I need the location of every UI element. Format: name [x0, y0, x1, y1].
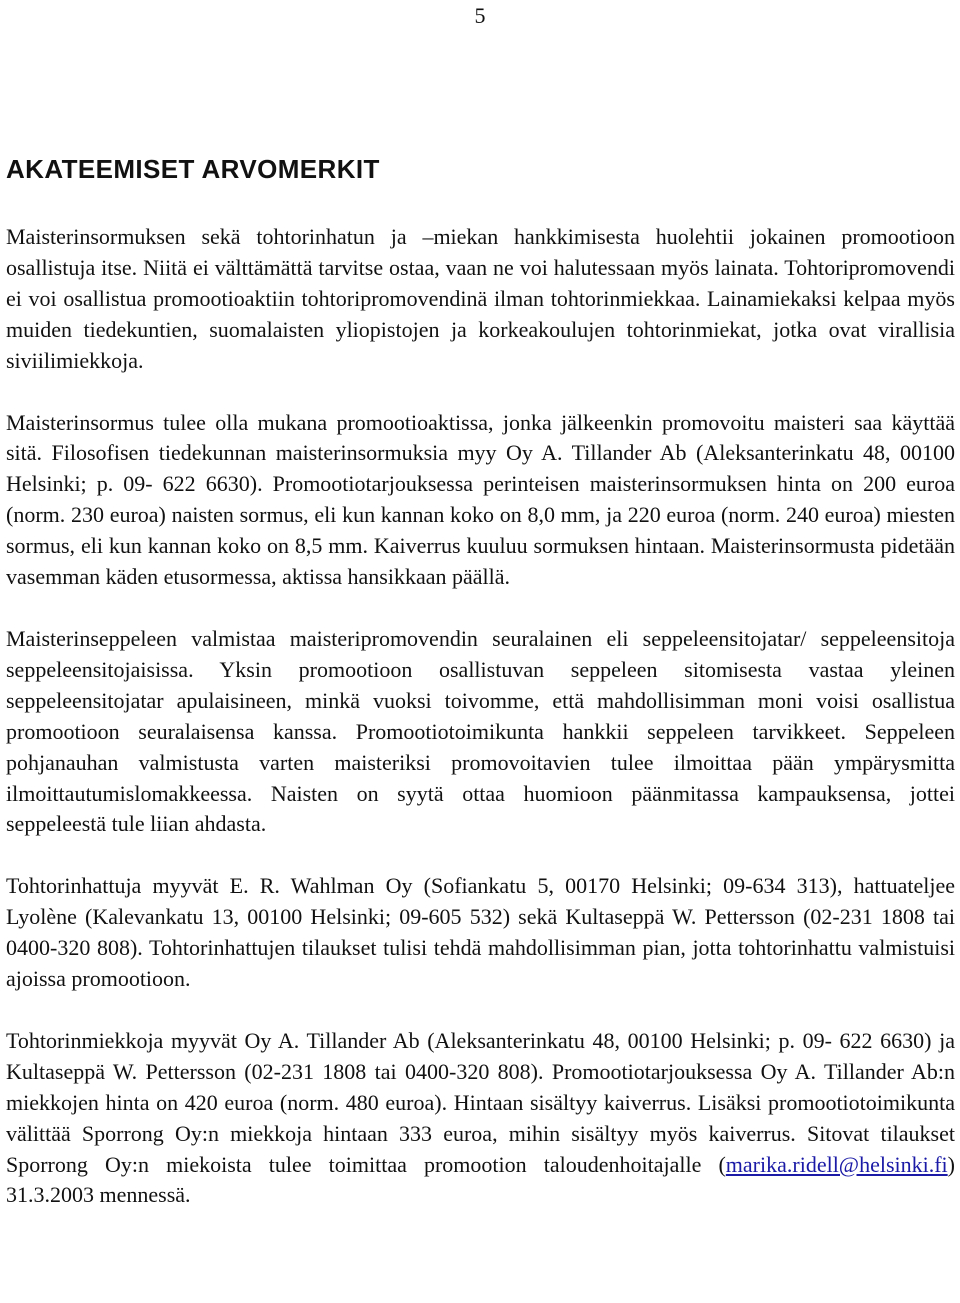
paragraph-doctoral-sword — [6, 1026, 955, 1211]
paragraph-masters-ring: Maisterinsormus tulee olla mukana promootioaktissa, jonka jälkeenkin promovoitu maisteri saa käyttää sitä. Filosofisen tiedekunnan maisterinsormuksia myy Oy A. Tillander Ab (Aleksanterinkatu 48, 00100 Helsinki; p. 09- 622 6630). Promootiotarjouksessa perinteisen maisterinsormuksen hinta on 200 euroa (norm. 230 euroa) naisten sormus, eli kun kannan koko on 8,0 mm, ja 220 euroa (norm. 240 euroa) miesten sormus, eli kun kannan koko on 8,5 mm. Kaiverrus kuuluu sormuksen hintaan. Maisterinsormusta pidetään vasemman käden etusormessa, aktissa hansikkaan päällä. — [6, 409, 955, 590]
paragraph-regalia-intro: Maisterinsormuksen sekä tohtorinhatun ja –miekan hankkimisesta huolehtii jokainen promootioon osallistuja itse. Niitä ei välttämättä tarvitse ostaa, vaan ne voi halutessaan myös lainata. Tohtoripromovendi ei voi osallistua promootioaktiin tohtoripromovendinä ilman tohtorinmiekkaa. Lainamiekaksi kelpaa myös muiden tiedekuntien, suomalaisten yliopistojen ja korkeakoulujen tohtorinmiekat, jotka ovat virallisia siviilimiekkoja. — [6, 224, 955, 373]
document-body — [6, 222, 955, 1242]
sword-text-after-email: ) 31.3.2003 mennessä. — [6, 1151, 955, 1208]
paragraph-laurel-wreath: Maisterinseppeleen valmistaa maisteripromovendin seuralainen eli seppeleensitojatar/ seppeleensitoja seppeleensitojaisissa. Yksin promootioon osallistuvan seppeleen sitomisesta vastaa yleinen seppeleensitojatar apulaisineen, minkä vuoksi toivomme, että mahdollisimman moni voisi osallistua promootioon seuralaisensa kanssa. Promootiotoimikunta hankkii seppeleen tarvikkeet. Seppeleen pohjanauhan valmistusta varten maisteriksi promovoitavien tulee ilmoittaa pään ympärysmitta ilmoittautumislomakkeessa. Naisten on syytä ottaa huomioon päänmitassa kampauksensa, jottei seppeleestä tule liian ahdasta. — [6, 625, 955, 837]
paragraph-doctoral-hat: Tohtorinhattuja myyvät E. R. Wahlman Oy (Sofiankatu 5, 00170 Helsinki; 09-634 313), hattuateljee Lyolène (Kalevankatu 13, 00100 Helsinki; 09-605 532) sekä Kultaseppä W. Pettersson (02-231 1808 tai 0400-320 808). Tohtorinhattujen tilaukset tulisi tehdä mahdollisimman pian, jotta tohtorinhattu valmistuisi ajoissa promootioon. — [6, 873, 955, 992]
section-heading: AKATEEMISET ARVOMERKIT — [6, 154, 380, 184]
email-link[interactable]: marika.ridell@helsinki.fi — [725, 1151, 948, 1177]
sword-text-before-email: Tohtorinmiekkoja myyvät Oy A. Tillander Ab (Aleksanterinkatu 48, 00100 Helsinki; p. 09- 622 6630) ja Kultaseppä W. Pettersson (02-231 1808 tai 0400-320 808). Promootiotarjouksessa Oy A. Tillander Ab:n miekkojen hinta on 420 euroa (norm. 480 euroa). Hintaan sisältyy kaiverrus. Lisäksi promootiotoimikunta välittää Sporrong Oy:n miekkoja hintaan 333 euroa, mihin sisältyy myös kaiverrus. Sitovat tilaukset Sporrong Oy:n miekoista tulee toimittaa promootion taloudenhoitajalle ( — [6, 1027, 955, 1177]
page-number: 5 — [474, 3, 486, 28]
